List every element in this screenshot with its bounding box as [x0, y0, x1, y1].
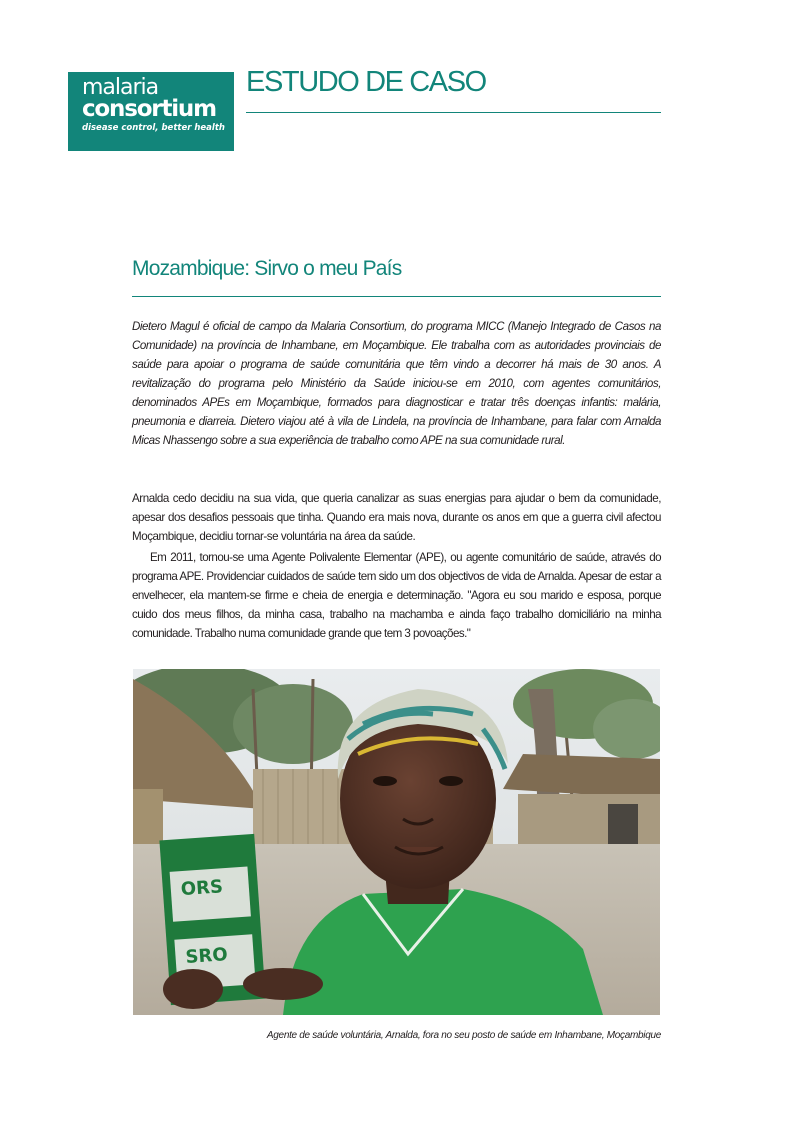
article-title: Mozambique: Sirvo o meu País	[132, 257, 402, 280]
article-paragraph-2: Em 2011, tornou-se uma Agente Polivalente Elementar (APE), ou agente comunitário de saúde, através do programa APE. Providenciar cuidados de saúde tem sido um dos objectivos de vida de Arnalda. Apesar de estar a envelhecer, ela mantem-se firme e cheia de energia e determinação. "Agora eu sou marido e esposa, porque cuido dos meus filhos, da minha casa, trabalho na machamba e ainda faço trabalho domiciliário na minha comunidade. Trabalho numa comunidade grande que tem 3 povoações."	[132, 551, 661, 640]
header-divider	[246, 112, 661, 113]
article-intro: Dietero Magul é oficial de campo da Malaria Consortium, do programa MICC (Manejo Integrado de Casos na Comunidade) na província de Inhambane, em Moçambique. Ele trabalha com as autoridades provinciais de saúde para apoiar o programa de saúde comunitária que têm vindo a decorrer há mais de 30 anos. A revitalização do programa pelo Ministério da Saúde iniciou-se em 2010, com agentes comunitários, denominados APEs em Moçambique, formados para diagnosticar e tratar três doenças infantis: malária, pneumonia e diarreia. Dietero viajou até à vila de Lindela, na província de Inhambane, para falar com Arnalda Micas Nhassengo sobre a sua experiência de trabalho como APE na sua comunidade rural.	[132, 320, 661, 447]
article-photo	[133, 669, 660, 1015]
malaria-consortium-logo	[68, 72, 234, 151]
page-header-title: ESTUDO DE CASO	[246, 66, 486, 98]
packet-ors-label: ORS	[180, 876, 224, 901]
article-paragraph-1: Arnalda cedo decidiu na sua vida, que queria canalizar as suas energias para ajudar o bem da comunidade, apesar dos desafios pessoais que tinha. Quando era mais nova, durante os anos em que a guerra civil afectou Moçambique, decidiu tornar-se voluntária na área da saúde.	[132, 492, 661, 543]
packet-sro-label: SRO	[184, 944, 229, 968]
photo-caption: Agente de saúde voluntária, Arnalda, fora no seu posto de saúde em Inhambane, Moçambique	[266, 1030, 661, 1041]
logo-tagline: disease control, better health	[82, 123, 225, 133]
article-title-divider	[132, 296, 661, 297]
logo-word-consortium: consortium	[82, 96, 216, 122]
logo-word-malaria: malaria	[82, 75, 159, 100]
